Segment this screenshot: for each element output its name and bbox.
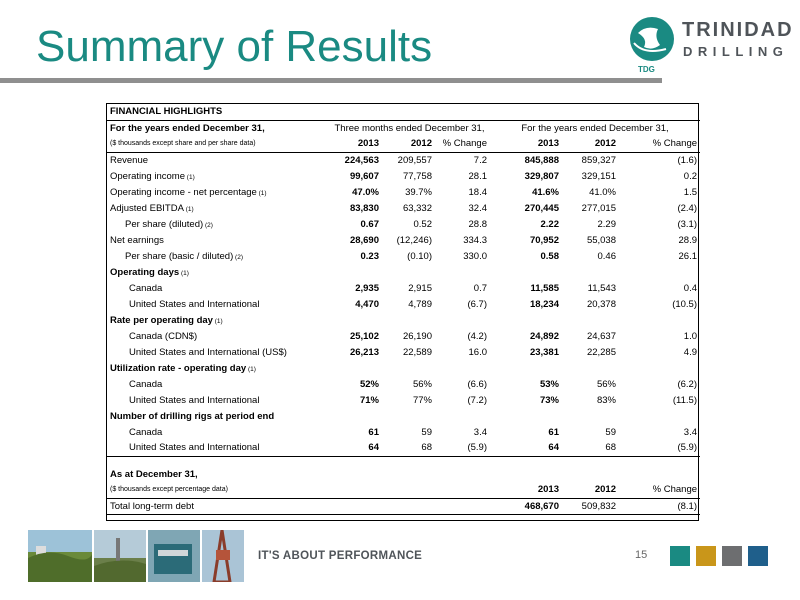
col-header: 2012 — [382, 136, 435, 152]
cell-value: (6.7) — [467, 298, 487, 310]
cell-value: 0.67 — [360, 218, 379, 230]
cell-value: (5.9) — [677, 442, 698, 454]
cell-value: 77% — [412, 394, 432, 406]
cell-value: (7.2) — [467, 394, 487, 406]
row-label: Canada (CDN$) — [129, 330, 198, 342]
cell-value: 26,213 — [349, 346, 379, 358]
cell-value: 41.0% — [589, 186, 616, 198]
cell-value: 859,327 — [581, 154, 616, 166]
cell-value: 1.5 — [683, 186, 698, 198]
cell-value: (5.9) — [467, 442, 487, 454]
table-row — [107, 232, 700, 248]
cell-value: 56% — [596, 378, 616, 390]
cell-value: 28,690 — [349, 234, 379, 246]
footnote-ref: (1) — [179, 269, 189, 277]
as-at-label: As at December 31, — [110, 468, 198, 480]
cell-value: 25,102 — [349, 330, 379, 342]
company-logo — [628, 15, 793, 75]
units-label: ($ thousands except share and per share data) — [107, 136, 329, 152]
cell-value: 71% — [359, 394, 379, 406]
footer-tagline: IT'S ABOUT PERFORMANCE — [258, 550, 423, 562]
footnote-ref: (1) — [212, 317, 223, 325]
cell-value: 18,234 — [529, 298, 559, 310]
table-row — [107, 424, 700, 440]
globe-logo-icon — [628, 15, 676, 63]
color-square — [696, 546, 716, 566]
table-row — [107, 440, 700, 456]
cell-value: (3.1) — [677, 218, 698, 230]
cell-value: 18.4 — [468, 186, 487, 198]
row-label: Number of drilling rigs at period end — [110, 410, 275, 422]
cell-value: 16.0 — [468, 346, 487, 358]
table-row — [107, 376, 700, 392]
row-label: Rate per operating day (1) — [110, 314, 223, 326]
row-label: Net earnings — [110, 234, 164, 246]
cell-value: 334.3 — [463, 234, 487, 246]
cell-value: (2.4) — [677, 202, 698, 214]
cell-value: (6.6) — [467, 378, 487, 390]
col-header: 2013 — [329, 136, 382, 152]
row-label: Adjusted EBITDA (1) — [110, 202, 194, 214]
table-row — [107, 184, 700, 200]
cell-value: 59 — [605, 426, 616, 438]
three-months-header: Three months ended December 31, — [334, 122, 485, 134]
row-label: United States and International — [129, 298, 260, 310]
cell-value: 4.9 — [683, 346, 698, 358]
cell-value: 2,915 — [408, 282, 432, 294]
color-square — [722, 546, 742, 566]
landscape-photo — [28, 530, 92, 582]
row-label: Canada — [129, 378, 163, 390]
table-row — [107, 328, 700, 344]
cell-value: (11.5) — [672, 394, 698, 406]
col-header: 2012 — [562, 482, 619, 498]
table-row — [107, 344, 700, 360]
cell-value: 11,585 — [530, 282, 559, 294]
footnote-ref: (2) — [233, 253, 243, 261]
row-label: Operating income - net percentage (1) — [110, 186, 267, 198]
rig-site-photo — [94, 530, 146, 582]
cell-value: 329,807 — [524, 170, 559, 182]
cell-value: 23,381 — [529, 346, 559, 358]
row-label: Canada — [129, 426, 163, 438]
cell-value: 24,892 — [529, 330, 559, 342]
table-row — [107, 264, 700, 280]
cell-value: 47.0% — [352, 186, 379, 198]
cell-value: 0.23 — [360, 250, 379, 262]
cell-value: 270,445 — [524, 202, 559, 214]
table-row — [107, 280, 700, 296]
footnote-ref: (2) — [203, 221, 213, 229]
cell-value: 77,758 — [402, 170, 432, 182]
col-header: 2013 — [490, 482, 562, 498]
cell-value: 2.22 — [540, 218, 559, 230]
footnote-ref: (1) — [246, 365, 256, 373]
color-square — [748, 546, 768, 566]
cell-value: 63,332 — [402, 202, 432, 214]
row-label: Operating days (1) — [110, 266, 189, 278]
row-label: United States and International — [129, 394, 260, 406]
cell-value: 11,543 — [587, 282, 616, 294]
cell-value: 64 — [548, 442, 559, 454]
cell-value: 56% — [412, 378, 432, 390]
cell-value: 53% — [539, 378, 559, 390]
cell-value: 3.4 — [473, 426, 487, 438]
row-label: Per share (basic / diluted) (2) — [125, 250, 243, 262]
cell-value: (0.10) — [407, 250, 432, 262]
table-row — [107, 248, 700, 264]
cell-value: 68 — [605, 442, 616, 454]
cell-value: 59 — [421, 426, 432, 438]
cell-value: 99,607 — [349, 170, 379, 182]
cell-value: 224,563 — [344, 154, 379, 166]
cell-value: 61 — [368, 426, 379, 438]
cell-value: 61 — [548, 426, 559, 438]
cell-value: 28.1 — [468, 170, 487, 182]
table-row — [107, 360, 700, 376]
cell-value: 2,935 — [355, 282, 379, 294]
footnote-ref: (1) — [256, 189, 267, 197]
table-row — [107, 200, 700, 216]
logo-name: TRINIDAD — [682, 19, 794, 41]
as-at-units-label: ($ thousands except percentage data) — [107, 482, 329, 498]
row-label: Per share (diluted) (2) — [125, 218, 213, 230]
financial-highlights-table — [106, 103, 699, 521]
cell-value: 22,589 — [402, 346, 432, 358]
cell-value: 26,190 — [402, 330, 432, 342]
table-row — [107, 498, 700, 514]
derrick-photo — [202, 530, 244, 582]
cell-value: 32.4 — [468, 202, 487, 214]
table-row — [107, 392, 700, 408]
cell-value: 209,557 — [397, 154, 432, 166]
cell-value: 28.9 — [678, 234, 698, 246]
cell-value: (6.2) — [677, 378, 698, 390]
cell-value: 277,015 — [581, 202, 616, 214]
cell-value: 64 — [368, 442, 379, 454]
cell-value: (4.2) — [467, 330, 487, 342]
row-label: United States and International — [129, 442, 260, 454]
cell-value: 73% — [539, 394, 559, 406]
cell-value: 0.46 — [597, 250, 616, 262]
cell-value: 0.2 — [683, 170, 698, 182]
cell-value: 0.4 — [683, 282, 698, 294]
table-row — [107, 296, 700, 312]
table-row — [107, 216, 700, 232]
row-label: Total long-term debt — [107, 498, 329, 514]
cell-value: 26.1 — [678, 250, 698, 262]
cell-value: (12,246) — [396, 234, 432, 246]
cell-value: 20,378 — [586, 298, 616, 310]
row-label: Canada — [129, 282, 163, 294]
period-label: For the years ended December 31, — [110, 122, 265, 134]
cell-value: 0.58 — [540, 250, 559, 262]
cell-value: 7.2 — [473, 154, 487, 166]
cell-value: 329,151 — [581, 170, 616, 182]
section-title: FINANCIAL HIGHLIGHTS — [107, 104, 700, 120]
cell-value: 509,832 — [562, 498, 619, 514]
cell-value: 2.29 — [597, 218, 616, 230]
cell-value: 83% — [596, 394, 616, 406]
cell-value: 3.4 — [683, 426, 698, 438]
cell-value: 845,888 — [524, 154, 559, 166]
cell-value: (10.5) — [672, 298, 698, 310]
cell-value: 24,637 — [586, 330, 616, 342]
title-divider — [0, 78, 662, 83]
cell-value: 39.7% — [405, 186, 432, 198]
table-row — [107, 152, 700, 168]
row-label: Operating income (1) — [110, 170, 195, 182]
col-header: % Change — [435, 136, 490, 152]
cell-value: (8.1) — [619, 498, 700, 514]
cell-value: 83,830 — [349, 202, 379, 214]
cell-value: 52% — [359, 378, 379, 390]
logo-mark: TDG — [638, 65, 655, 74]
logo-subname: DRILLING — [683, 44, 789, 59]
cell-value: (1.6) — [677, 154, 698, 166]
cell-value: 4,789 — [408, 298, 432, 310]
table-row — [107, 168, 700, 184]
cell-value: 0.7 — [473, 282, 487, 294]
rig-equipment-photo — [148, 530, 200, 582]
cell-value: 22,285 — [586, 346, 616, 358]
cell-value: 28.8 — [468, 218, 487, 230]
footnote-ref: (1) — [184, 173, 195, 181]
cell-value: 0.52 — [413, 218, 432, 230]
cell-value: 55,038 — [586, 234, 616, 246]
slide-title: Summary of Results — [36, 22, 433, 71]
table-row — [107, 312, 700, 328]
row-label: Utilization rate - operating day (1) — [110, 362, 256, 374]
cell-value: 68 — [421, 442, 432, 454]
color-square — [670, 546, 690, 566]
row-label: United States and International (US$) — [129, 346, 287, 358]
row-label: Revenue — [110, 154, 149, 166]
cell-value: 70,952 — [529, 234, 559, 246]
footnote-ref: (1) — [183, 205, 194, 213]
col-header: 2012 — [562, 136, 619, 152]
col-header: % Change — [619, 482, 700, 498]
cell-value: 4,470 — [355, 298, 379, 310]
cell-value: 41.6% — [532, 186, 559, 198]
table-row — [107, 408, 700, 424]
years-header: For the years ended December 31, — [521, 122, 669, 134]
cell-value: 330.0 — [463, 250, 487, 262]
col-header: % Change — [619, 136, 700, 152]
spacer-row — [107, 456, 700, 466]
cell-value: 468,670 — [490, 498, 562, 514]
page-number: 15 — [635, 549, 648, 561]
cell-value: 1.0 — [683, 330, 698, 342]
col-header: 2013 — [490, 136, 562, 152]
